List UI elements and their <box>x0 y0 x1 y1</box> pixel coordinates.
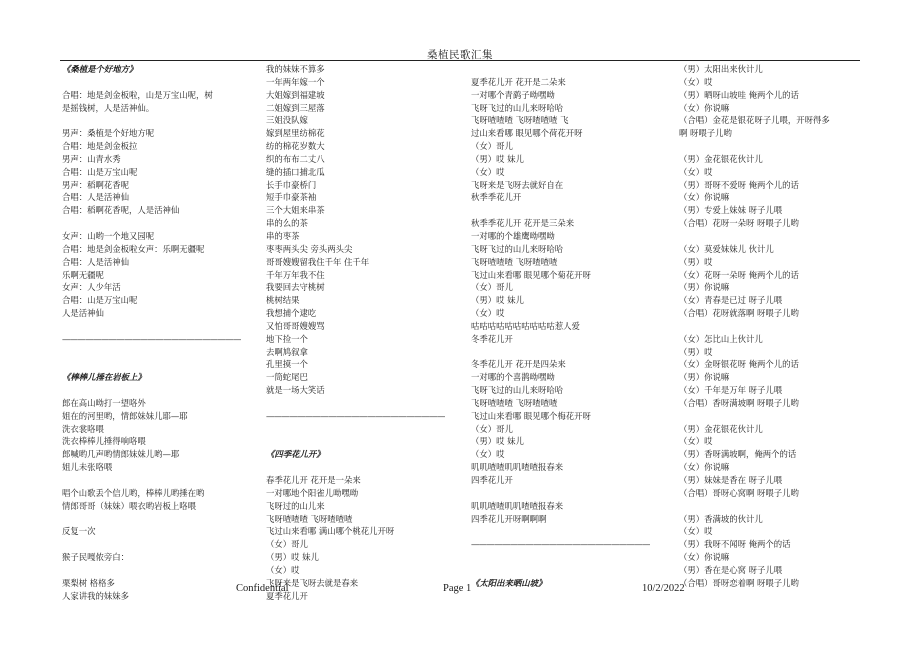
blank-line <box>62 76 252 89</box>
lyric-line: 我要回去守桃树 <box>266 282 325 293</box>
lyric-line: 秋季季花儿开 花开是三朵来 <box>471 218 575 229</box>
blank-line <box>62 346 252 359</box>
lyric-line: 合唱：地是剑金板啦女声：乐啊无疆呢 <box>62 243 205 254</box>
lyric-line: 就是一场大笑话 <box>266 385 325 396</box>
lyric-line: （男）香满坡的伙计儿 <box>679 513 763 524</box>
lyric-line: 嫁到屋里纺棉花 <box>266 128 325 139</box>
lyric-line: 人家讲我的妹妹多 <box>62 590 129 601</box>
blank-line <box>62 358 252 371</box>
lyric-line: 飞呀过的山儿来 <box>266 500 325 511</box>
lyric-line: 男声：山青水秀 <box>62 153 121 164</box>
lyric-line: 一对哪地个阳雀儿呦嘿呦 <box>266 487 359 498</box>
section-divider: ——————————————————————— <box>471 539 650 550</box>
lyric-line: 四季花儿开呀啊啊啊 <box>471 513 547 524</box>
lyric-line: 女声：人少年活 <box>62 282 121 293</box>
lyric-line: （男）哎 妹儿 <box>471 295 524 306</box>
blank-line <box>266 435 462 448</box>
lyric-line: （女）你说嘛 <box>679 462 730 473</box>
lyric-line: （女）怎比山上伙计儿 <box>679 333 763 344</box>
section-divider: ——————————————————————— <box>62 333 241 344</box>
lyrics-column-1 <box>62 63 252 602</box>
lyric-line: 一对哪的个喜鹊呦嘿呦 <box>471 372 555 383</box>
lyric-line: 人是活神仙 <box>62 308 104 319</box>
lyric-line: 洗衣裳咯喂 <box>62 423 104 434</box>
lyric-line: （男）晒呀山坡哇 俺两个儿的话 <box>679 89 799 100</box>
lyric-line: （女）莫爱妹妹儿 伙计儿 <box>679 243 774 254</box>
lyric-line: 啊 呀喂子儿哟 <box>679 128 732 139</box>
lyric-line: （男）哎 <box>679 346 713 357</box>
lyric-line: 飞呀来是飞呀去就好自在 <box>471 179 564 190</box>
lyric-line: （男）哎 妹儿 <box>471 436 524 447</box>
lyric-line: 男声：稻啊花香呢 <box>62 179 129 190</box>
blank-line <box>679 320 864 333</box>
blank-line <box>62 114 252 127</box>
lyric-line: （女）哎 <box>679 526 713 537</box>
lyric-line: 郎喊哟几声哟情郎妹妹儿哟—耶 <box>62 449 180 460</box>
lyric-line: 反复一次 <box>62 526 96 537</box>
lyric-line: 乐啊无疆呢 <box>62 269 104 280</box>
lyric-line: 一对哪个青鹞子呦嘿呦 <box>471 89 555 100</box>
lyric-line: （女）你说嘛 <box>679 102 730 113</box>
lyric-line: 叽叽喳喳叽叽喳喳报春来 <box>471 500 564 511</box>
lyric-line: 枣枣两头尖 旁头两头尖 <box>266 243 353 254</box>
lyric-line: （男）太阳出来伙计儿 <box>679 64 763 74</box>
lyric-line: 飞呀喳喳喳 飞呀喳喳喳 <box>266 513 353 524</box>
lyric-line: 女声：山哟一个地又园呢 <box>62 230 155 241</box>
lyric-line: （女）哎 <box>471 166 505 177</box>
blank-line <box>266 397 462 410</box>
song-title: 《四季花儿开》 <box>266 449 325 460</box>
lyric-line: （女）你说嘛 <box>679 552 730 563</box>
lyric-line: （男）专爱上妹妹 呀子儿喂 <box>679 205 783 216</box>
lyric-line: （男）我呀不闻呀 俺两个的话 <box>679 539 791 550</box>
document-title: 桑植民歌汇集 <box>427 49 493 61</box>
lyric-line: 大姐嫁到福建坡 <box>266 89 325 100</box>
lyric-line: 飞呀飞过的山儿来呀哈哈 <box>471 385 564 396</box>
blank-line <box>471 525 671 538</box>
lyric-line: 三个大姐来串茶 <box>266 205 325 216</box>
lyric-line: （女）哎 <box>471 308 505 319</box>
lyric-line: 合唱：山是万宝山呢 <box>62 166 138 177</box>
blank-line <box>679 140 864 153</box>
lyric-line: 纺的棉花岁数大 <box>266 141 325 152</box>
header-rule <box>60 60 860 61</box>
blank-line <box>471 551 671 564</box>
lyric-line: （女）你说嘛 <box>679 192 730 203</box>
lyric-line: 合唱：地是剑金板拉 <box>62 141 138 152</box>
blank-line <box>679 500 864 513</box>
lyric-line: （男）哎 <box>679 256 713 267</box>
blank-line <box>62 513 252 526</box>
lyric-line: （合唱）香呀满坡啊 呀喂子儿哟 <box>679 397 799 408</box>
blank-line <box>62 217 252 230</box>
blank-line <box>471 487 671 500</box>
section-divider: ——————————————————————— <box>266 410 445 421</box>
lyric-line: 姐儿未张咯喂 <box>62 462 113 473</box>
lyric-line: 一对哪的个雄鹰呦嘿呦 <box>471 230 555 241</box>
footer-confidential: Confidential <box>236 583 289 594</box>
blank-line <box>62 320 252 333</box>
lyric-line: （女）哎 <box>679 76 713 87</box>
lyric-line: （女）花呀一朵呀 俺两个儿的话 <box>679 269 799 280</box>
blank-line <box>471 564 671 577</box>
lyric-line: 我想捕个逮吃 <box>266 308 317 319</box>
lyric-line: （合唱）哥呀恋着啊 呀喂子儿哟 <box>679 577 799 588</box>
blank-line <box>266 461 462 474</box>
lyric-line: 缝的插口捕北瓜 <box>266 166 325 177</box>
lyric-line: 飞呀喳喳喳 飞呀喳喳喳 <box>471 397 558 408</box>
lyric-line: 串的么的茶 <box>266 218 308 229</box>
lyric-line: 一年两年嫁一个 <box>266 76 325 87</box>
lyrics-column-4 <box>679 63 864 590</box>
blank-line <box>471 63 671 76</box>
blank-line <box>471 346 671 359</box>
lyric-line: 哥哥嫂嫂留我住千年 住千年 <box>266 256 370 267</box>
lyric-line: （男）哎 妹儿 <box>266 552 319 563</box>
lyric-line: 我的妹妹不算多 <box>266 64 325 74</box>
blank-line <box>679 230 864 243</box>
lyric-line: 合唱：人是活神仙 <box>62 192 129 203</box>
lyric-line: 合唱：地是剑金板啦，山是万宝山呢，树 <box>62 89 213 100</box>
blank-line <box>62 564 252 577</box>
lyric-line: （男）妹妹是香在 呀子儿喂 <box>679 475 783 485</box>
lyric-line: 又怕哥哥嫂嫂骂 <box>266 320 325 331</box>
lyric-line: （女）哎 <box>679 166 713 177</box>
lyric-line: 唱个山歌丢个信儿哟，棒棒儿哟捶在哟 <box>62 487 205 498</box>
lyric-line: 飞呀飞过的山儿来呀哈哈 <box>471 102 564 113</box>
blank-line <box>62 474 252 487</box>
song-title: 《太阳出来晒山坡》 <box>471 577 547 588</box>
lyric-line: （合唱）金花是银花呀子儿喂，开呀得多 <box>679 115 830 126</box>
lyric-line: （女）哎 <box>471 449 505 460</box>
lyric-line: （女）哥儿 <box>266 539 308 550</box>
lyric-line: （男）哥呀不爱呀 俺两个儿的话 <box>679 179 799 190</box>
lyric-line: （女）哥儿 <box>471 282 513 293</box>
lyric-line: 长手巾豪桥门 <box>266 179 317 190</box>
lyric-line: 四季花儿开 <box>471 475 513 485</box>
lyric-line: 秋季季花儿开 <box>471 192 522 203</box>
lyric-line: 地下捡一个 <box>266 333 308 344</box>
lyric-line: 孔里摸一个 <box>266 359 308 370</box>
lyric-line: 郎在高山呦打一望咯外 <box>62 397 146 408</box>
lyric-line: 合唱：稻啊花香呢，人是活神仙 <box>62 205 180 216</box>
lyric-line: 飞呀喳喳喳 飞呀喳喳喳 <box>471 256 558 267</box>
lyric-line: （男）你说嘛 <box>679 282 730 293</box>
lyric-line: （女）青春是已过 呀子儿喂 <box>679 295 783 306</box>
lyric-line: 二姐嫁到三屋落 <box>266 102 325 113</box>
blank-line <box>62 384 252 397</box>
song-title: 《棒棒儿捶在岩板上》 <box>62 372 146 383</box>
lyric-line: 男声：桑植是个好地方呢 <box>62 128 155 139</box>
lyric-line: 姐在的河里哟，情郎妹妹儿耶—耶 <box>62 410 188 421</box>
lyric-line: 飞呀来是飞呀去就是春来 <box>266 577 359 588</box>
lyric-line: 飞过山来看哪 满山哪个桃花儿开呀 <box>266 526 395 537</box>
lyric-line: 合唱：人是活神仙 <box>62 256 129 267</box>
lyric-line: （女）哥儿 <box>471 423 513 434</box>
lyric-line: （男）你说嘛 <box>679 372 730 383</box>
lyric-line: 织的布布二丈八 <box>266 153 325 164</box>
lyric-line: 咕咕咕咕咕咕咕咕咕咕惹人爱 <box>471 320 580 331</box>
page-footer <box>0 583 920 597</box>
lyric-line: （男）哎 妹儿 <box>471 153 524 164</box>
lyric-line: 栗梨树 格格多 <box>62 577 115 588</box>
blank-line <box>266 423 462 436</box>
lyric-line: （女）哎 <box>266 564 300 575</box>
footer-date: 10/2/2022 <box>642 583 685 594</box>
song-title: 《桑植是个好地方》 <box>62 64 138 74</box>
lyrics-column-2 <box>266 63 462 602</box>
lyric-line: （男）香呀满坡啊，俺两个的话 <box>679 449 797 460</box>
lyric-line: 桃树结果 <box>266 295 300 306</box>
lyric-line: 飞呀飞过的山儿来呀哈哈 <box>471 243 564 254</box>
lyric-line: 洗衣棒棒儿捶得响咯喂 <box>62 436 146 447</box>
lyric-line: 去啊鸠叙拿 <box>266 346 308 357</box>
lyric-line: 过山来看哪 眼见哪个荷花开呀 <box>471 128 583 139</box>
lyric-line: （合唱）哥呀心窝啊 呀喂子儿哟 <box>679 487 799 498</box>
lyric-line: （合唱）花呀一朵呀 呀喂子儿哟 <box>679 218 799 229</box>
lyric-line: 夏季花儿开 <box>266 590 308 601</box>
lyric-line: 千年万年我不住 <box>266 269 325 280</box>
lyric-line: （女）金呀银花呀 俺两个儿的话 <box>679 359 799 370</box>
lyric-line: （男）金花银花伙计儿 <box>679 153 763 164</box>
lyric-line: 是摇钱树，人是活神仙。 <box>62 102 155 113</box>
lyric-line: 情郎哥哥（妹妹）喂衣哟岩板上咯喂 <box>62 500 196 511</box>
lyric-line: 三姐没队嫁 <box>266 115 308 126</box>
blank-line <box>679 410 864 423</box>
lyric-line: 猴子民嘎侬旁白： <box>62 552 129 563</box>
lyric-line: （女）哎 <box>679 436 713 447</box>
lyric-line: 合唱：山是万宝山呢 <box>62 295 138 306</box>
lyric-line: （合唱）花呀就落啊 呀喂子儿哟 <box>679 308 799 319</box>
lyric-line: 飞过山来看哪 眼见哪个菊花开呀 <box>471 269 591 280</box>
footer-page-number: Page 1 <box>443 583 472 594</box>
lyric-line: 冬季花儿开 花开是四朵来 <box>471 359 566 370</box>
blank-line <box>471 204 671 217</box>
lyric-line: 短手巾豪茶袖 <box>266 192 317 203</box>
lyric-line: 飞过山来看哪 眼见哪个梅花开呀 <box>471 410 591 421</box>
lyric-line: （女）哥儿 <box>471 141 513 152</box>
lyric-line: 飞呀喳喳喳 飞呀喳喳喳 飞 <box>471 115 569 126</box>
lyric-line: 冬季花儿开 <box>471 333 513 344</box>
lyrics-column-3 <box>471 63 671 602</box>
lyric-line: 春季花儿开 花开是一朵来 <box>266 475 361 485</box>
lyric-line: 一筒蛇尾巴 <box>266 372 308 383</box>
lyric-line: 串的枣茶 <box>266 230 300 241</box>
lyric-line: （女）千年是万年 呀子儿喂 <box>679 385 783 396</box>
lyric-line: （男）香在是心窝 呀子儿喂 <box>679 564 783 575</box>
lyric-line: 叽叽喳喳叽叽喳喳报春来 <box>471 462 564 473</box>
lyric-line: （男）金花银花伙计儿 <box>679 423 763 434</box>
blank-line <box>62 538 252 551</box>
lyric-line: 夏季花儿开 花开是二朵来 <box>471 76 566 87</box>
